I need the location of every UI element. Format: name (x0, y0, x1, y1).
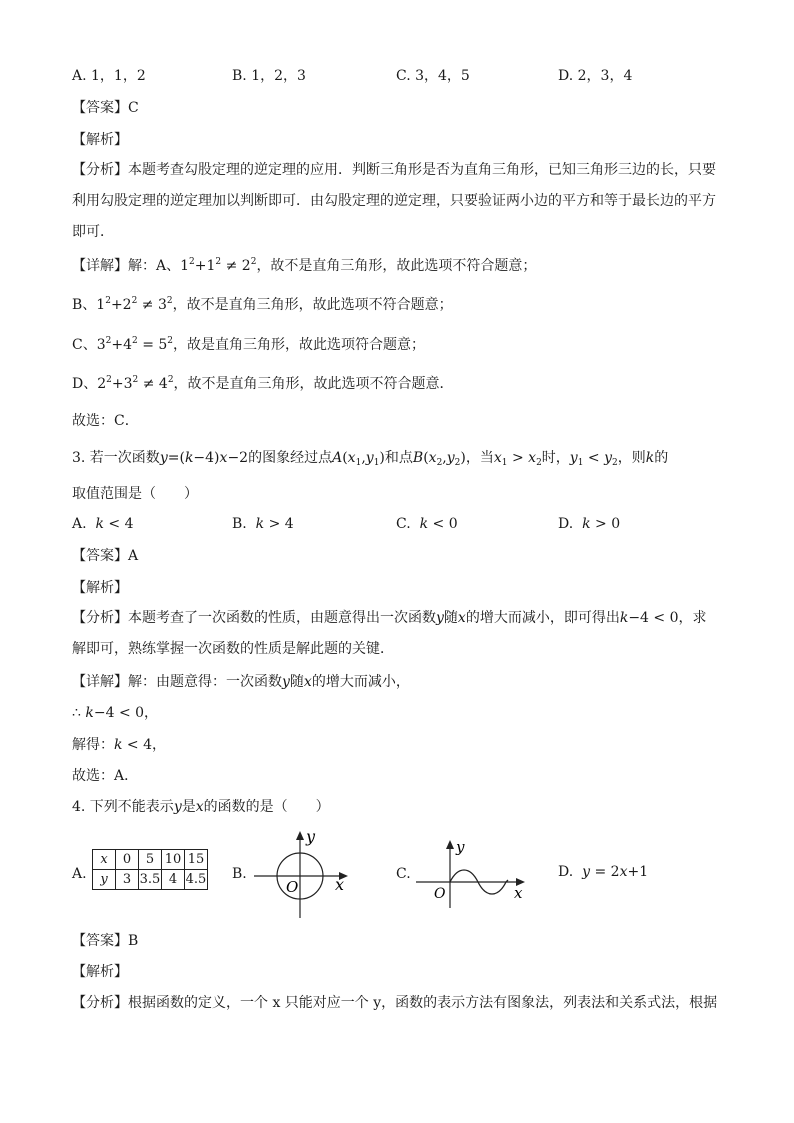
q3-option-a: A. k < 4 (72, 516, 134, 532)
q4-label-b: B. (232, 866, 247, 882)
q3-choose: 故选：A． (72, 768, 139, 784)
detail-d (72, 374, 454, 394)
detail-c-prefix: C、 (72, 337, 97, 353)
table-row: y 3 3.5 4 4.5 (93, 870, 208, 890)
axis-y-label: y (456, 838, 465, 856)
option-b: B. 1，2，3 (232, 68, 306, 84)
q4-jiexi: 【解析】 (72, 964, 128, 980)
q3-stem-mid5: ，则 (617, 450, 646, 466)
equation-a: $1^2+1^2 \ne 2^2$ (180, 257, 257, 274)
equation-b: $1^2+2^2 \ne 3^2$ (96, 296, 173, 313)
q4-stem: 4. 下列不能表示y是x的函数的是（ ） (72, 799, 330, 815)
q3-stem-mid3: ，当 (465, 450, 494, 466)
q3-stem-prefix: 3. 若一次函数 (72, 450, 160, 466)
q3-therefore: ∴ k−4 < 0， (72, 705, 159, 721)
q3-stem-mid4: 时， (541, 450, 570, 466)
table-row: x 0 5 10 15 (93, 850, 208, 870)
axis-x-label: x (335, 875, 345, 894)
detail-d-suffix: ，故不是直角三角形，故此选项不符合题意． (173, 376, 454, 392)
choose-c: 故选：C． (72, 413, 139, 429)
q4-value-table (92, 849, 208, 890)
detail-b-prefix: B、 (72, 297, 97, 313)
q3-stem-mid1: 的图象经过点 (248, 450, 333, 466)
option-c: C. 3，4，5 (396, 68, 470, 84)
q3-answer: 【答案】A (72, 548, 139, 564)
q3-analysis-line2: 解即可，熟练掌握一次函数的性质是解此题的关键． (72, 641, 394, 657)
q4-label-c: C. (396, 866, 411, 882)
equation-c: $3^2+4^2 = 5^2$ (96, 336, 174, 353)
q3-stem-end: 的 (654, 450, 669, 466)
detail-a (72, 256, 536, 276)
q3-function: y (159, 450, 168, 466)
detail-a-suffix: ，故不是直角三角形，故此选项不符合题意； (256, 258, 537, 274)
q3-detail: 【详解】解：由题意得：一次函数y随x的增大而减小， (72, 674, 410, 690)
option-a: A. 1，1，2 (72, 68, 146, 84)
q4-label-a: A. (72, 866, 87, 882)
detail-b-suffix: ，故不是直角三角形，故此选项不符合题意； (172, 297, 453, 313)
q3-option-c: C. k < 0 (396, 516, 458, 532)
detail-b (72, 295, 453, 315)
jiexi-label: 【解析】 (72, 132, 128, 148)
q4-analysis: 【分析】根据函数的定义，一个 x 只能对应一个 y，函数的表示方法有图象法，列表法和关系式法，根据 (72, 995, 718, 1011)
equation-d: $2^2+3^2 \ne 4^2$ (97, 375, 174, 392)
option-d: D. 2，3，4 (558, 68, 633, 84)
q3-stem-mid2: 和点 (384, 450, 413, 466)
axis-y-label: y (306, 828, 316, 846)
origin-label: O (286, 878, 299, 896)
q3-jiexi: 【解析】 (72, 580, 128, 596)
q4-option-d: D. y = 2x+1 (558, 864, 649, 880)
detail-c (72, 335, 425, 355)
wave-graph (414, 836, 532, 912)
axis-x-label: x (514, 884, 523, 902)
detail-d-prefix: D、 (72, 376, 98, 392)
q3-solve: 解得：k < 4， (72, 737, 167, 753)
q3-option-b: B. k > 4 (232, 516, 294, 532)
origin-label: O (434, 886, 446, 902)
answer-label: 【答案】C (72, 100, 139, 116)
detail-a-prefix: 【详解】解：A、 (72, 258, 181, 274)
q3-stem-line2: 取值范围是（ ） (72, 486, 198, 502)
q4-answer: 【答案】B (72, 933, 139, 949)
detail-c-suffix: ，故是直角三角形，故此选项符合题意； (173, 337, 426, 353)
q3-option-d: D. k > 0 (558, 516, 621, 532)
circle-graph (250, 828, 360, 920)
q3-stem: 3. 若一次函数y=(k−4)x−2的图象经过点$A(x_1,y_1)$和点$B(x_2,y_2)$，当$x_1 > x_2$时，$y_1 < y_2$，则k的 (72, 450, 669, 468)
analysis-paragraph: 【分析】本题考查勾股定理的逆定理的应用．判断三角形是否为直角三角形，已知三角形三边的长，只要利用勾股定理的逆定理加以判断即可．由勾股定理的逆定理，只要验证两小边的平方和等于最长边的平方即可． (72, 162, 716, 240)
q3-analysis: 【分析】本题考查了一次函数的性质，由题意得出一次函数y随x的增大而减小，即可得出k−4 < 0，求 (72, 610, 707, 626)
